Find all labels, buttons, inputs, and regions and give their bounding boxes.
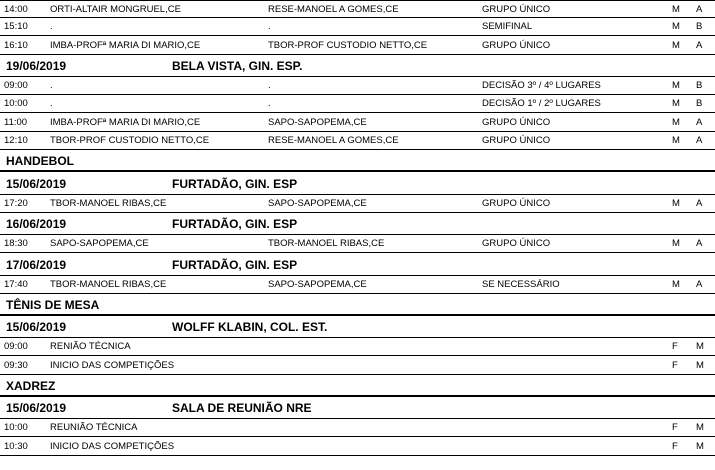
gender-code: F xyxy=(672,440,678,452)
gender-code: M xyxy=(672,238,680,250)
game-time: 09:30 xyxy=(4,359,28,371)
match-date: 16/06/2019 xyxy=(6,217,67,231)
category-code: A xyxy=(696,39,703,51)
sport-name: TÊNIS DE MESA xyxy=(6,298,100,312)
game-row xyxy=(0,132,715,150)
gender-code: M xyxy=(672,21,680,33)
game-phase: SEMIFINAL xyxy=(482,21,533,33)
venue-name: SALA DE REUNIÃO NRE xyxy=(172,401,312,416)
gender-code: F xyxy=(672,341,678,353)
game-row xyxy=(0,0,715,18)
gender-code: M xyxy=(672,116,680,128)
venue-name: FURTADÃO, GIN. ESP xyxy=(172,257,298,272)
sport-name: XADREZ xyxy=(6,379,56,393)
game-time: 10:00 xyxy=(4,98,28,110)
team-one: SAPO-SAPOPEMA,CE xyxy=(50,238,149,250)
sport-header xyxy=(0,150,715,172)
date-venue-header xyxy=(0,316,715,338)
gender-code: M xyxy=(672,135,680,146)
sport-header xyxy=(0,294,715,316)
game-row xyxy=(0,338,715,356)
sport-name: HANDEBOL xyxy=(6,154,74,169)
game-phase: DECISÃO 3º / 4º LUGARES xyxy=(482,80,601,92)
gender-code: M xyxy=(672,39,680,51)
gender-code: M xyxy=(672,278,680,290)
game-row xyxy=(0,438,715,456)
team-two: SAPO-SAPOPEMA,CE xyxy=(268,278,367,290)
game-row xyxy=(0,18,715,36)
team-two: . xyxy=(268,21,271,33)
category-code: B xyxy=(696,80,703,92)
team-one: TBOR-PROF CUSTODIO NETTO,CE xyxy=(50,135,210,146)
category-code: M xyxy=(696,341,704,353)
gender-code: M xyxy=(672,98,680,110)
category-code: B xyxy=(696,98,703,110)
game-phase: GRUPO ÚNICO xyxy=(482,39,551,51)
gender-code: M xyxy=(672,4,680,15)
game-row xyxy=(0,276,715,294)
game-row xyxy=(0,419,715,437)
game-row xyxy=(0,235,715,253)
match-date: 15/06/2019 xyxy=(6,401,67,416)
game-phase: GRUPO ÚNICO xyxy=(482,135,551,146)
match-date: 15/06/2019 xyxy=(6,176,67,191)
game-time: 17:40 xyxy=(4,278,28,290)
date-venue-header xyxy=(0,55,715,77)
game-time: 15:10 xyxy=(4,21,28,33)
team-one: TBOR-MANOEL RIBAS,CE xyxy=(50,278,167,290)
team-two: . xyxy=(268,98,271,110)
date-venue-header xyxy=(0,397,715,419)
game-phase: DECISÃO 1º / 2º LUGARES xyxy=(482,98,601,110)
team-two: RESE-MANOEL A GOMES,CE xyxy=(268,135,399,146)
date-venue-header xyxy=(0,173,715,195)
team-one: TBOR-MANOEL RIBAS,CE xyxy=(50,197,167,209)
game-phase: GRUPO ÚNICO xyxy=(482,197,551,209)
team-one: INICIO DAS COMPETIÇÕES xyxy=(50,440,175,452)
category-code: A xyxy=(696,197,703,209)
category-code: A xyxy=(696,238,703,250)
team-two: SAPO-SAPOPEMA,CE xyxy=(268,116,367,128)
game-phase: GRUPO ÚNICO xyxy=(482,116,551,128)
category-code: A xyxy=(696,4,703,15)
game-row xyxy=(0,195,715,213)
team-two: TBOR-PROF CUSTODIO NETTO,CE xyxy=(268,39,428,51)
team-one: . xyxy=(50,98,53,110)
game-time: 14:00 xyxy=(4,4,28,15)
game-phase: GRUPO ÚNICO xyxy=(482,238,551,250)
team-one: ORTI-ALTAIR MONGRUEL,CE xyxy=(50,4,181,15)
team-two: SAPO-SAPOPEMA,CE xyxy=(268,197,367,209)
game-time: 17:20 xyxy=(4,197,28,209)
game-time: 18:30 xyxy=(4,238,28,250)
date-venue-header xyxy=(0,213,715,235)
venue-name: BELA VISTA, GIN. ESP. xyxy=(172,58,303,73)
category-code: M xyxy=(696,359,704,371)
category-code: B xyxy=(696,21,703,33)
game-row xyxy=(0,37,715,55)
game-row xyxy=(0,114,715,132)
category-code: A xyxy=(696,135,703,146)
venue-name: FURTADÃO, GIN. ESP xyxy=(172,217,298,231)
game-time: 16:10 xyxy=(4,39,28,51)
gender-code: M xyxy=(672,80,680,92)
match-date: 17/06/2019 xyxy=(6,257,67,272)
team-one: RENIÃO TÉCNICA xyxy=(50,341,131,353)
gender-code: F xyxy=(672,359,678,371)
team-two: TBOR-MANOEL RIBAS,CE xyxy=(268,238,385,250)
game-time: 09:00 xyxy=(4,341,28,353)
team-two: . xyxy=(268,80,271,92)
team-one: IMBA-PROFª MARIA DI MARIO,CE xyxy=(50,39,201,51)
venue-name: WOLFF KLABIN, COL. EST. xyxy=(172,320,328,335)
category-code: M xyxy=(696,440,704,452)
date-venue-header xyxy=(0,254,715,276)
game-time: 11:00 xyxy=(4,116,28,128)
match-date: 19/06/2019 xyxy=(6,58,67,73)
game-time: 10:00 xyxy=(4,422,28,434)
team-two: RESE-MANOEL A GOMES,CE xyxy=(268,4,399,15)
game-time: 12:10 xyxy=(4,135,28,146)
gender-code: M xyxy=(672,197,680,209)
gender-code: F xyxy=(672,422,678,434)
game-time: 10:30 xyxy=(4,440,28,452)
team-one: INICIO DAS COMPETIÇÕES xyxy=(50,359,175,371)
game-row xyxy=(0,95,715,113)
category-code: A xyxy=(696,116,703,128)
game-phase: GRUPO ÚNICO xyxy=(482,4,551,15)
sport-header xyxy=(0,375,715,397)
team-one: REUNIÃO TÉCNICA xyxy=(50,422,138,434)
venue-name: FURTADÃO, GIN. ESP xyxy=(172,176,298,191)
game-phase: SE NECESSÁRIO xyxy=(482,278,560,290)
team-one: IMBA-PROFª MARIA DI MARIO,CE xyxy=(50,116,201,128)
team-one: . xyxy=(50,80,53,92)
game-row xyxy=(0,357,715,375)
match-date: 15/06/2019 xyxy=(6,320,67,335)
category-code: A xyxy=(696,278,703,290)
category-code: M xyxy=(696,422,704,434)
game-time: 09:00 xyxy=(4,80,28,92)
team-one: . xyxy=(50,21,53,33)
game-row xyxy=(0,77,715,95)
